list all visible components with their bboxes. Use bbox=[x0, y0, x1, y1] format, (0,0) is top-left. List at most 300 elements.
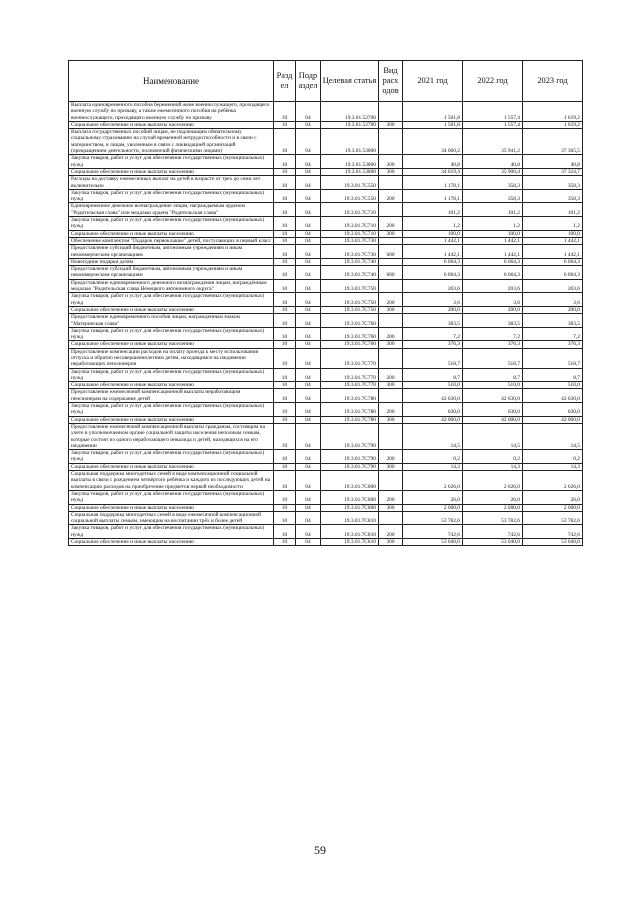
table-row bbox=[69, 293, 583, 307]
row-razdel: 10 bbox=[274, 348, 296, 368]
row-name: Закупка товаров, работ и услуг для обеспечения государственных (муниципальных) нужд bbox=[69, 490, 274, 504]
row-value-2023: 8,7 bbox=[523, 368, 583, 382]
table-header bbox=[69, 61, 583, 102]
row-name: Закупка товаров, работ и услуг для обеспечения государственных (муниципальных) нужд bbox=[69, 217, 274, 231]
row-value-2022: 200,0 bbox=[463, 306, 523, 313]
row-razdel: 10 bbox=[274, 341, 296, 348]
row-value-2022: 53 040,0 bbox=[463, 539, 523, 546]
row-razdel: 10 bbox=[274, 490, 296, 504]
row-value-2021: 42 000,0 bbox=[403, 416, 463, 423]
row-expense-type bbox=[379, 314, 403, 328]
table-row bbox=[69, 463, 583, 470]
row-name: Социальная поддержка многодетных семей в виде компенсационной социальной выплаты в связи с рождением четвёртого ребёнка и каждого из последующих детей на компенсацию расходов на приобретение предметов первой необходимости bbox=[69, 471, 274, 491]
row-name: Предоставление ежемесячной компенсационной выплаты гражданам, состоящим на учете в уполномоченном органе социальной защиты населения неполным семьям, которые состоят из одного неработающего инвалида и детей, находящихся на его иждивении bbox=[69, 423, 274, 449]
row-name: Предоставление субсидий бюджетным, автономным учреждениям и иным некоммерческим организациям bbox=[69, 245, 274, 259]
row-podrazdel: 04 bbox=[296, 168, 321, 175]
table-row bbox=[69, 237, 583, 244]
page-number: 59 bbox=[314, 843, 326, 857]
row-expense-type: 200 bbox=[379, 217, 403, 231]
row-value-2023: 6 064,3 bbox=[523, 266, 583, 280]
row-razdel: 10 bbox=[274, 245, 296, 259]
row-target-article: 19.3.01.7С770 bbox=[321, 348, 379, 368]
row-value-2023: 0,2 bbox=[523, 450, 583, 464]
table-row bbox=[69, 121, 583, 128]
row-value-2022: 358,3 bbox=[463, 189, 523, 203]
row-target-article: 19.3.01.7С750 bbox=[321, 306, 379, 313]
header-podrazdel: Подр аздел bbox=[296, 61, 321, 102]
row-target-article: 19.3.01.7С810 bbox=[321, 511, 379, 525]
row-value-2021: 40,8 bbox=[403, 155, 463, 169]
table-row bbox=[69, 382, 583, 389]
row-value-2022: 14,5 bbox=[463, 423, 523, 449]
row-value-2023: 37 324,7 bbox=[523, 168, 583, 175]
row-value-2021: 42 630,0 bbox=[403, 389, 463, 403]
row-value-2022: 742,6 bbox=[463, 525, 523, 539]
header-target-article: Целевая статья bbox=[321, 61, 379, 102]
row-razdel: 10 bbox=[274, 423, 296, 449]
row-target-article: 19.3.01.7С550 bbox=[321, 189, 379, 203]
row-name: Выплата государственных пособий лицам, не подлежащим обязательному социальному страхованию на случай временной нетрудоспособности и в связи с материнством, и лицам, уволенным в связи с ликвидацией организаций (прекращением деятельности, полномочий физическими лицами) bbox=[69, 129, 274, 155]
row-podrazdel: 04 bbox=[296, 416, 321, 423]
row-podrazdel: 04 bbox=[296, 306, 321, 313]
row-value-2021: 518,7 bbox=[403, 348, 463, 368]
row-value-2022: 0,2 bbox=[463, 450, 523, 464]
row-value-2021: 1 501,8 bbox=[403, 102, 463, 122]
row-target-article: 19.3.01.7С800 bbox=[321, 504, 379, 511]
row-expense-type: 300 bbox=[379, 306, 403, 313]
row-podrazdel: 04 bbox=[296, 471, 321, 491]
row-value-2022: 1 442,1 bbox=[463, 237, 523, 244]
row-target-article: 19.3.01.7С740 bbox=[321, 266, 379, 280]
row-razdel: 10 bbox=[274, 121, 296, 128]
row-value-2022: 26,0 bbox=[463, 490, 523, 504]
header-2023: 2023 год bbox=[523, 61, 583, 102]
row-value-2023: 630,0 bbox=[523, 403, 583, 417]
row-expense-type bbox=[379, 237, 403, 244]
row-expense-type: 300 bbox=[379, 341, 403, 348]
row-value-2022: 14,3 bbox=[463, 463, 523, 470]
table-row bbox=[69, 423, 583, 449]
row-razdel: 10 bbox=[274, 217, 296, 231]
row-expense-type bbox=[379, 423, 403, 449]
row-value-2023: 53 782,6 bbox=[523, 511, 583, 525]
table-row bbox=[69, 266, 583, 280]
table-row bbox=[69, 306, 583, 313]
table-row bbox=[69, 389, 583, 403]
row-value-2023: 42 630,0 bbox=[523, 389, 583, 403]
row-value-2023: 7,2 bbox=[523, 327, 583, 341]
row-value-2021: 6 064,3 bbox=[403, 258, 463, 265]
row-name: Социальное обеспечение и иные выплаты населению bbox=[69, 382, 274, 389]
row-podrazdel: 04 bbox=[296, 245, 321, 259]
row-name: Закупка товаров, работ и услуг для обеспечения государственных (муниципальных) нужд bbox=[69, 450, 274, 464]
row-podrazdel: 04 bbox=[296, 102, 321, 122]
row-podrazdel: 04 bbox=[296, 293, 321, 307]
row-target-article: 19.3.01.7С710 bbox=[321, 217, 379, 231]
table-row bbox=[69, 314, 583, 328]
row-value-2021: 6 064,3 bbox=[403, 266, 463, 280]
row-podrazdel: 04 bbox=[296, 341, 321, 348]
row-razdel: 10 bbox=[274, 129, 296, 155]
row-value-2021: 630,0 bbox=[403, 403, 463, 417]
row-value-2021: 14,5 bbox=[403, 423, 463, 449]
row-razdel: 10 bbox=[274, 168, 296, 175]
row-name: Закупка товаров, работ и услуг для обеспечения государственных (муниципальных) нужд bbox=[69, 155, 274, 169]
row-target-article: 19.3.01.7С750 bbox=[321, 293, 379, 307]
row-value-2023: 1 442,1 bbox=[523, 245, 583, 259]
row-name: Социальное обеспечение и иные выплаты населению bbox=[69, 416, 274, 423]
row-value-2021: 510,0 bbox=[403, 382, 463, 389]
row-razdel: 10 bbox=[274, 279, 296, 293]
row-value-2022: 53 782,6 bbox=[463, 511, 523, 525]
table-row bbox=[69, 168, 583, 175]
row-value-2023: 2 026,0 bbox=[523, 471, 583, 491]
row-value-2022: 42 000,0 bbox=[463, 416, 523, 423]
row-value-2022: 2 026,0 bbox=[463, 471, 523, 491]
row-value-2022: 518,7 bbox=[463, 348, 523, 368]
row-podrazdel: 04 bbox=[296, 423, 321, 449]
row-podrazdel: 04 bbox=[296, 155, 321, 169]
row-razdel: 10 bbox=[274, 230, 296, 237]
row-value-2022: 42 630,0 bbox=[463, 389, 523, 403]
row-razdel: 10 bbox=[274, 389, 296, 403]
row-expense-type: 600 bbox=[379, 245, 403, 259]
table-row bbox=[69, 511, 583, 525]
table-row bbox=[69, 539, 583, 546]
header-expense-type: Вид расх одов bbox=[379, 61, 403, 102]
row-value-2023: 37 365,5 bbox=[523, 129, 583, 155]
row-razdel: 10 bbox=[274, 102, 296, 122]
row-razdel: 10 bbox=[274, 293, 296, 307]
row-expense-type bbox=[379, 203, 403, 217]
table-row bbox=[69, 279, 583, 293]
row-expense-type bbox=[379, 176, 403, 190]
row-value-2021: 53 040,0 bbox=[403, 539, 463, 546]
row-value-2021: 2 026,0 bbox=[403, 471, 463, 491]
row-value-2023: 2 000,0 bbox=[523, 504, 583, 511]
row-target-article: 19.3.01.7С730 bbox=[321, 245, 379, 259]
row-value-2021: 34 660,2 bbox=[403, 129, 463, 155]
table-row bbox=[69, 230, 583, 237]
row-razdel: 10 bbox=[274, 176, 296, 190]
row-podrazdel: 04 bbox=[296, 463, 321, 470]
row-name: Предоставление ежемесячной компенсационной выплаты неработающим пенсионерам на содержание детей bbox=[69, 389, 274, 403]
row-value-2023: 6 064,3 bbox=[523, 258, 583, 265]
row-expense-type: 200 bbox=[379, 368, 403, 382]
row-razdel: 10 bbox=[274, 189, 296, 203]
row-razdel: 10 bbox=[274, 504, 296, 511]
table-row bbox=[69, 129, 583, 155]
row-name: Выплата единовременного пособия беременной жене военнослужащего, проходящего военную службу по призыву, а также ежемесячного пособия на ребёнка военнослужащего, проходящего военную службу по призыву bbox=[69, 102, 274, 122]
row-value-2021: 2 000,0 bbox=[403, 504, 463, 511]
row-value-2021: 742,6 bbox=[403, 525, 463, 539]
row-value-2022: 1,2 bbox=[463, 217, 523, 231]
table-row bbox=[69, 368, 583, 382]
row-value-2022: 376,3 bbox=[463, 341, 523, 348]
row-expense-type: 200 bbox=[379, 403, 403, 417]
row-target-article: 19.3.01.7С790 bbox=[321, 463, 379, 470]
row-value-2022: 203,6 bbox=[463, 279, 523, 293]
row-expense-type: 300 bbox=[379, 463, 403, 470]
table-row bbox=[69, 203, 583, 217]
row-target-article: 19.3.01.7С760 bbox=[321, 341, 379, 348]
row-target-article: 19.3.01.53800 bbox=[321, 168, 379, 175]
row-expense-type bbox=[379, 348, 403, 368]
row-target-article: 19.3.01.53800 bbox=[321, 129, 379, 155]
row-expense-type: 300 bbox=[379, 121, 403, 128]
row-value-2022: 1 557,4 bbox=[463, 102, 523, 122]
row-podrazdel: 04 bbox=[296, 230, 321, 237]
row-razdel: 10 bbox=[274, 382, 296, 389]
row-value-2023: 53 040,0 bbox=[523, 539, 583, 546]
table-row bbox=[69, 341, 583, 348]
table-row bbox=[69, 504, 583, 511]
row-value-2021: 1 178,1 bbox=[403, 189, 463, 203]
row-expense-type: 200 bbox=[379, 293, 403, 307]
row-value-2022: 510,0 bbox=[463, 382, 523, 389]
table-row bbox=[69, 525, 583, 539]
row-target-article: 19.3.01.7С780 bbox=[321, 389, 379, 403]
row-razdel: 10 bbox=[274, 314, 296, 328]
row-value-2023: 1,2 bbox=[523, 217, 583, 231]
row-value-2023: 42 000,0 bbox=[523, 416, 583, 423]
table-row bbox=[69, 327, 583, 341]
table-row bbox=[69, 416, 583, 423]
row-name: Социальное обеспечение и иные выплаты населению bbox=[69, 341, 274, 348]
row-value-2022: 1 557,4 bbox=[463, 121, 523, 128]
row-razdel: 10 bbox=[274, 237, 296, 244]
row-expense-type: 600 bbox=[379, 266, 403, 280]
row-value-2023: 101,2 bbox=[523, 203, 583, 217]
row-name: Закупка товаров, работ и услуг для обеспечения государственных (муниципальных) нужд bbox=[69, 189, 274, 203]
row-podrazdel: 04 bbox=[296, 327, 321, 341]
row-name: Обеспечение комплектом "Подарок первоклашке" детей, поступающих в первый класс bbox=[69, 237, 274, 244]
row-podrazdel: 04 bbox=[296, 203, 321, 217]
row-expense-type: 200 bbox=[379, 327, 403, 341]
row-value-2021: 100,0 bbox=[403, 230, 463, 237]
row-target-article: 19.3.01.7С770 bbox=[321, 368, 379, 382]
row-podrazdel: 04 bbox=[296, 217, 321, 231]
table-row bbox=[69, 155, 583, 169]
row-podrazdel: 04 bbox=[296, 279, 321, 293]
row-name: Новогодние подарки детям bbox=[69, 258, 274, 265]
row-value-2021: 1 442,1 bbox=[403, 237, 463, 244]
row-expense-type bbox=[379, 102, 403, 122]
row-value-2021: 383,5 bbox=[403, 314, 463, 328]
row-name: Социальное обеспечение и иные выплаты населению bbox=[69, 463, 274, 470]
header-razdel: Разд ел bbox=[274, 61, 296, 102]
table-body bbox=[69, 102, 583, 546]
row-value-2022: 1 442,1 bbox=[463, 245, 523, 259]
row-value-2023: 100,0 bbox=[523, 230, 583, 237]
row-name: Социальное обеспечение и иные выплаты населению bbox=[69, 539, 274, 546]
row-value-2021: 8,7 bbox=[403, 368, 463, 382]
row-podrazdel: 04 bbox=[296, 539, 321, 546]
table-row bbox=[69, 348, 583, 368]
row-target-article: 19.3.01.7С790 bbox=[321, 423, 379, 449]
table-row bbox=[69, 245, 583, 259]
table-row bbox=[69, 471, 583, 491]
row-name: Расходы на доставку ежемесячных выплат на детей в возрасте от трех до семи лет включительно bbox=[69, 176, 274, 190]
row-expense-type bbox=[379, 511, 403, 525]
row-value-2023: 26,0 bbox=[523, 490, 583, 504]
row-target-article: 19.3.01.7С800 bbox=[321, 490, 379, 504]
row-name: Закупка товаров, работ и услуг для обеспечения государственных (муниципальных) нужд bbox=[69, 525, 274, 539]
table-row bbox=[69, 258, 583, 265]
row-value-2023: 510,0 bbox=[523, 382, 583, 389]
row-name: Закупка товаров, работ и услуг для обеспечения государственных (муниципальных) нужд bbox=[69, 327, 274, 341]
table-row bbox=[69, 450, 583, 464]
row-value-2021: 26,0 bbox=[403, 490, 463, 504]
row-podrazdel: 04 bbox=[296, 525, 321, 539]
row-value-2023: 14,3 bbox=[523, 463, 583, 470]
row-name: Социальное обеспечение и иные выплаты населению bbox=[69, 121, 274, 128]
row-razdel: 10 bbox=[274, 306, 296, 313]
row-value-2021: 3,6 bbox=[403, 293, 463, 307]
row-value-2023: 1 442,1 bbox=[523, 237, 583, 244]
row-value-2023: 40,8 bbox=[523, 155, 583, 169]
row-podrazdel: 04 bbox=[296, 504, 321, 511]
row-expense-type: 200 bbox=[379, 450, 403, 464]
row-value-2021: 0,2 bbox=[403, 450, 463, 464]
row-podrazdel: 04 bbox=[296, 382, 321, 389]
row-name: Социальное обеспечение и иные выплаты населению bbox=[69, 306, 274, 313]
row-target-article: 19.3.01.7С710 bbox=[321, 203, 379, 217]
row-razdel: 10 bbox=[274, 471, 296, 491]
row-target-article: 19.3.01.7С550 bbox=[321, 176, 379, 190]
row-expense-type bbox=[379, 129, 403, 155]
row-expense-type: 300 bbox=[379, 416, 403, 423]
row-razdel: 10 bbox=[274, 266, 296, 280]
row-podrazdel: 04 bbox=[296, 368, 321, 382]
row-razdel: 10 bbox=[274, 155, 296, 169]
row-podrazdel: 04 bbox=[296, 189, 321, 203]
row-value-2022: 6 064,3 bbox=[463, 266, 523, 280]
row-name: Социальное обеспечение и иные выплаты населению bbox=[69, 168, 274, 175]
row-value-2023: 3,6 bbox=[523, 293, 583, 307]
row-value-2022: 630,0 bbox=[463, 403, 523, 417]
table-row bbox=[69, 102, 583, 122]
row-name: Закупка товаров, работ и услуг для обеспечения государственных (муниципальных) нужд bbox=[69, 293, 274, 307]
row-expense-type: 300 bbox=[379, 504, 403, 511]
row-razdel: 10 bbox=[274, 258, 296, 265]
row-expense-type: 300 bbox=[379, 230, 403, 237]
row-target-article: 19.3.01.7С760 bbox=[321, 314, 379, 328]
row-name: Единовременное денежное вознаграждение лицам, награждаемым орденом "Родительская слава" или медалью ордена "Родительская слава" bbox=[69, 203, 274, 217]
row-value-2021: 1 442,1 bbox=[403, 245, 463, 259]
row-target-article: 19.3.01.53800 bbox=[321, 155, 379, 169]
row-podrazdel: 04 bbox=[296, 237, 321, 244]
row-name: Социальное обеспечение и иные выплаты населению bbox=[69, 230, 274, 237]
row-expense-type bbox=[379, 258, 403, 265]
row-razdel: 10 bbox=[274, 203, 296, 217]
budget-table bbox=[68, 60, 583, 546]
row-value-2022: 101,2 bbox=[463, 203, 523, 217]
row-name: Предоставление единовременного денежного вознаграждения лицам, награждённым медалью "Родительская слава Ненецкого автономного округа" bbox=[69, 279, 274, 293]
row-razdel: 10 bbox=[274, 525, 296, 539]
row-podrazdel: 04 bbox=[296, 314, 321, 328]
row-target-article: 19.3.01.7С810 bbox=[321, 539, 379, 546]
row-value-2021: 1 178,1 bbox=[403, 176, 463, 190]
row-value-2023: 203,6 bbox=[523, 279, 583, 293]
row-value-2021: 1 501,8 bbox=[403, 121, 463, 128]
table-row bbox=[69, 217, 583, 231]
row-value-2021: 34 619,4 bbox=[403, 168, 463, 175]
row-expense-type: 200 bbox=[379, 155, 403, 169]
row-value-2021: 53 782,6 bbox=[403, 511, 463, 525]
row-target-article: 19.3.01.52700 bbox=[321, 102, 379, 122]
table-row bbox=[69, 403, 583, 417]
row-target-article: 19.3.01.7С730 bbox=[321, 237, 379, 244]
row-name: Предоставление компенсации расходов на оплату проезда к месту использования отпуска и обратно несовершеннолетним детям, находящимся на иждивении неработающих пенсионеров bbox=[69, 348, 274, 368]
row-value-2022: 6 064,3 bbox=[463, 258, 523, 265]
row-razdel: 10 bbox=[274, 403, 296, 417]
row-value-2022: 100,0 bbox=[463, 230, 523, 237]
row-podrazdel: 04 bbox=[296, 258, 321, 265]
row-podrazdel: 04 bbox=[296, 511, 321, 525]
row-target-article: 19.3.01.7С760 bbox=[321, 327, 379, 341]
row-value-2021: 7,2 bbox=[403, 327, 463, 341]
row-name: Предоставление субсидий бюджетным, автономным учреждениям и иным некоммерческим организациям bbox=[69, 266, 274, 280]
row-value-2022: 8,7 bbox=[463, 368, 523, 382]
row-value-2023: 376,3 bbox=[523, 341, 583, 348]
table-row bbox=[69, 189, 583, 203]
row-expense-type: 200 bbox=[379, 189, 403, 203]
row-value-2022: 35 941,2 bbox=[463, 129, 523, 155]
row-value-2023: 200,0 bbox=[523, 306, 583, 313]
row-name: Социальная поддержка многодетных семей в виде ежемесячной компенсационной социальной выплаты семьям, имеющим на воспитании трёх и более детей bbox=[69, 511, 274, 525]
row-expense-type: 300 bbox=[379, 168, 403, 175]
row-value-2023: 1 619,2 bbox=[523, 121, 583, 128]
row-name: Социальное обеспечение и иные выплаты населению bbox=[69, 504, 274, 511]
row-podrazdel: 04 bbox=[296, 450, 321, 464]
row-name: Предоставление единовременного пособия лицам, награжденным знаком "Материнская слава" bbox=[69, 314, 274, 328]
row-target-article: 19.3.01.7С780 bbox=[321, 403, 379, 417]
row-value-2023: 14,5 bbox=[523, 423, 583, 449]
table-row bbox=[69, 490, 583, 504]
row-razdel: 10 bbox=[274, 463, 296, 470]
row-podrazdel: 04 bbox=[296, 403, 321, 417]
row-razdel: 10 bbox=[274, 368, 296, 382]
row-target-article: 19.3.01.7С710 bbox=[321, 230, 379, 237]
row-value-2023: 742,6 bbox=[523, 525, 583, 539]
row-value-2021: 376,3 bbox=[403, 341, 463, 348]
row-value-2022: 358,3 bbox=[463, 176, 523, 190]
row-value-2021: 200,0 bbox=[403, 306, 463, 313]
header-name: Наименование bbox=[69, 61, 274, 102]
row-value-2022: 40,8 bbox=[463, 155, 523, 169]
row-razdel: 10 bbox=[274, 327, 296, 341]
row-value-2023: 358,3 bbox=[523, 176, 583, 190]
row-target-article: 19.3.01.52700 bbox=[321, 121, 379, 128]
header-2021: 2021 год bbox=[403, 61, 463, 102]
row-razdel: 10 bbox=[274, 511, 296, 525]
row-podrazdel: 04 bbox=[296, 129, 321, 155]
row-value-2021: 203,6 bbox=[403, 279, 463, 293]
row-expense-type: 200 bbox=[379, 525, 403, 539]
row-expense-type bbox=[379, 279, 403, 293]
row-razdel: 10 bbox=[274, 416, 296, 423]
row-value-2023: 1 619,2 bbox=[523, 102, 583, 122]
table-row bbox=[69, 176, 583, 190]
row-name: Закупка товаров, работ и услуг для обеспечения государственных (муниципальных) нужд bbox=[69, 403, 274, 417]
row-podrazdel: 04 bbox=[296, 490, 321, 504]
row-podrazdel: 04 bbox=[296, 348, 321, 368]
row-expense-type bbox=[379, 471, 403, 491]
row-podrazdel: 04 bbox=[296, 176, 321, 190]
row-value-2021: 1,2 bbox=[403, 217, 463, 231]
row-value-2022: 35 900,4 bbox=[463, 168, 523, 175]
